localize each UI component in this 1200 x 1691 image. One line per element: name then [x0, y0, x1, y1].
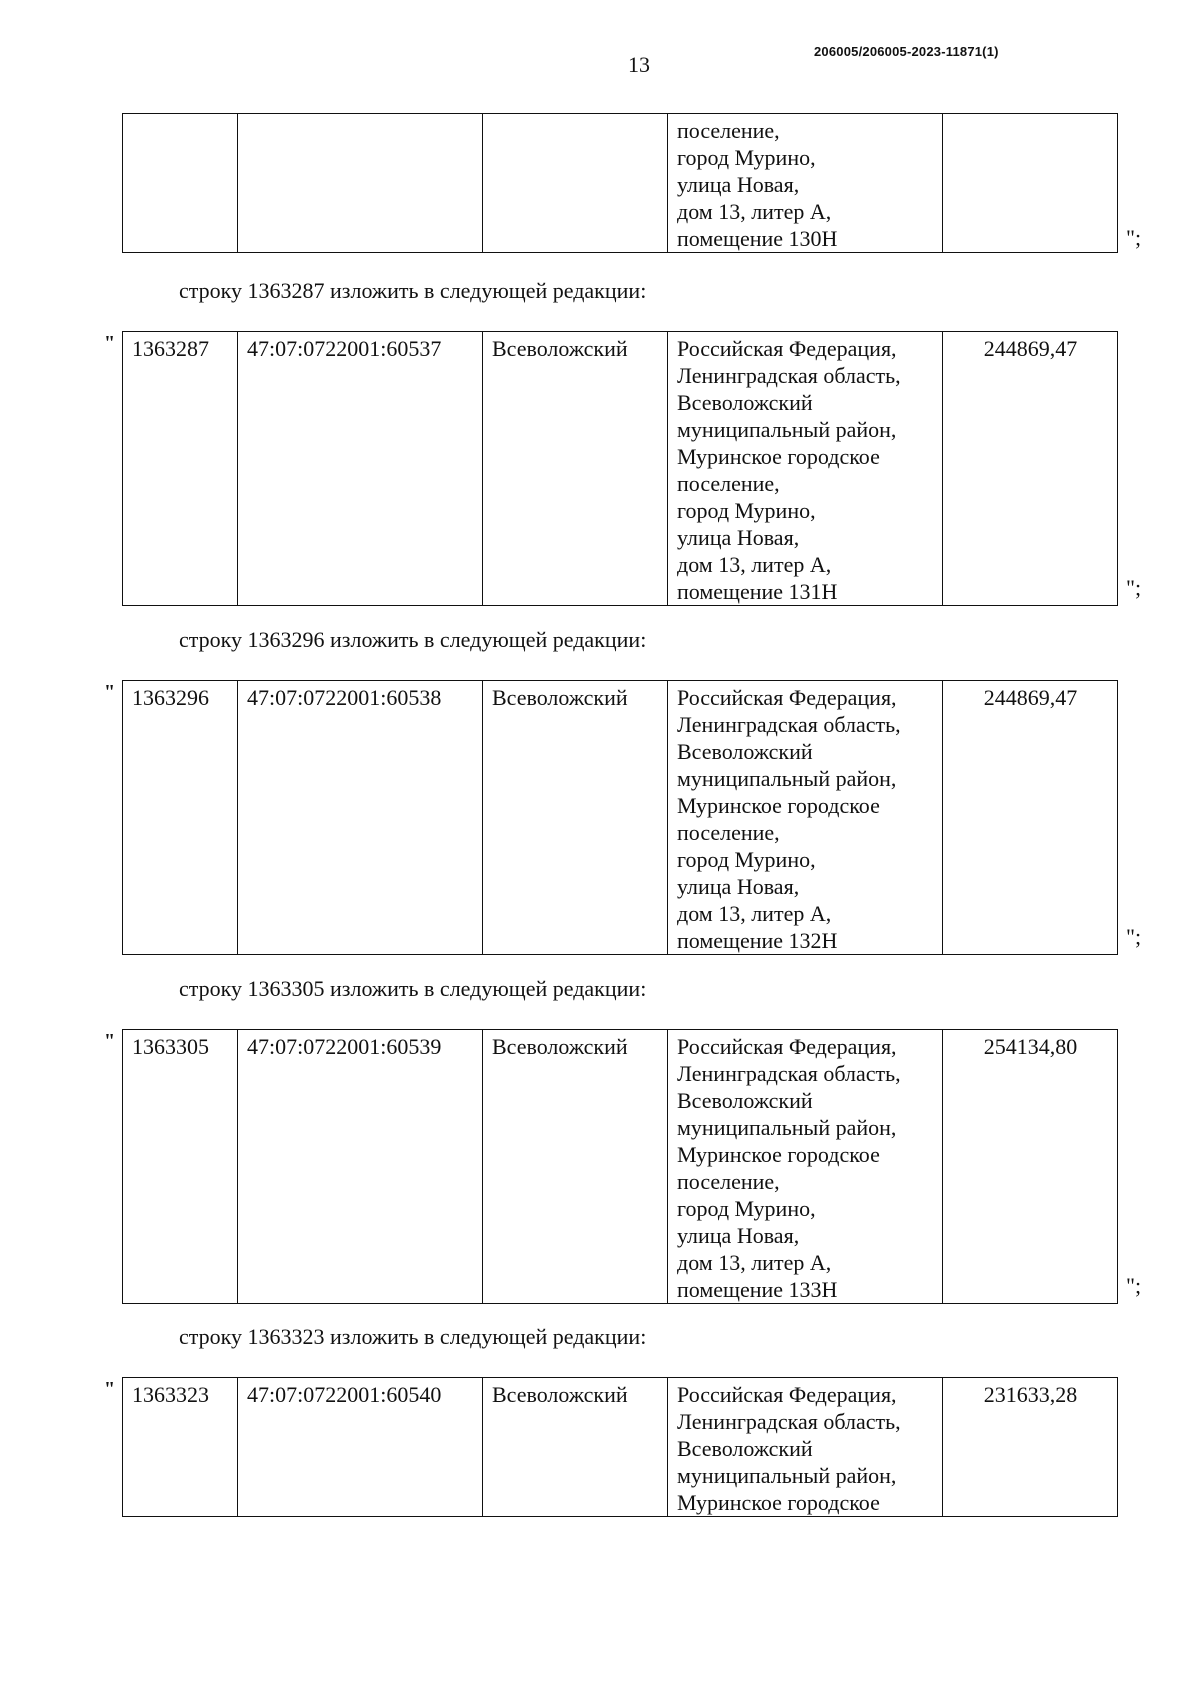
- address-line: поселение,: [677, 471, 780, 496]
- opening-quote: ": [104, 332, 116, 354]
- address-cell: [668, 114, 943, 253]
- address-line: дом 13, литер А,: [677, 552, 832, 577]
- address-line: помещение 130Н: [677, 226, 838, 251]
- address-line: город Мурино,: [677, 1196, 816, 1221]
- value-cell: [943, 114, 1118, 253]
- address-line: улица Новая,: [677, 1223, 800, 1248]
- opening-quote: ": [104, 1378, 116, 1400]
- table-row: [123, 332, 1118, 606]
- address-line: город Мурино,: [677, 498, 816, 523]
- table-row: [123, 681, 1118, 955]
- address-line: Ленинградская область,: [677, 712, 901, 737]
- cadastral-cell: 47:07:0722001:60537: [238, 332, 483, 606]
- closing-quote: ";: [1126, 575, 1142, 600]
- cadastral-cell: 47:07:0722001:60538: [238, 681, 483, 955]
- address-line: дом 13, литер А,: [677, 199, 832, 224]
- address-cell: [668, 681, 943, 955]
- cadastral-cell: [238, 114, 483, 253]
- address-line: Всеволожский: [677, 739, 813, 764]
- address-cell: [668, 1030, 943, 1304]
- address-line: поселение,: [677, 1169, 780, 1194]
- number-cell: [123, 114, 238, 253]
- address-line: Всеволожский: [677, 1436, 813, 1461]
- closing-quote: ";: [1126, 1273, 1142, 1298]
- address-line: город Мурино,: [677, 145, 816, 170]
- address-line: муниципальный район,: [677, 766, 897, 791]
- registry-table: [122, 331, 1118, 606]
- document-id: 206005/206005-2023-11871(1): [814, 44, 999, 59]
- table-row: [123, 1378, 1118, 1517]
- address-line: муниципальный район,: [677, 1463, 897, 1488]
- address-line: Ленинградская область,: [677, 1409, 901, 1434]
- number-cell: 1363296: [123, 681, 238, 955]
- value-cell: 244869,47: [943, 332, 1118, 606]
- closing-quote: ";: [1126, 924, 1142, 949]
- address-line: муниципальный район,: [677, 417, 897, 442]
- address-line: Ленинградская область,: [677, 363, 901, 388]
- address-line: Российская Федерация,: [677, 1034, 897, 1059]
- address-line: Муринское городское: [677, 1142, 880, 1167]
- table-row: [123, 1030, 1118, 1304]
- address-line: поселение,: [677, 118, 780, 143]
- address-line: дом 13, литер А,: [677, 1250, 832, 1275]
- address-line: Муринское городское: [677, 1490, 880, 1515]
- address-line: Муринское городское: [677, 444, 880, 469]
- closing-quote: ";: [1126, 225, 1142, 250]
- address-line: Российская Федерация,: [677, 336, 897, 361]
- cadastral-cell: 47:07:0722001:60540: [238, 1378, 483, 1517]
- address-line: помещение 131Н: [677, 579, 838, 604]
- address-line: Всеволожский: [677, 390, 813, 415]
- district-cell: Всеволожский: [483, 681, 668, 955]
- value-cell: 254134,80: [943, 1030, 1118, 1304]
- registry-table-fragment: [122, 113, 1118, 253]
- address-line: муниципальный район,: [677, 1115, 897, 1140]
- page-number: 13: [628, 52, 650, 77]
- address-line: Российская Федерация,: [677, 685, 897, 710]
- registry-table: [122, 1377, 1118, 1517]
- number-cell: 1363287: [123, 332, 238, 606]
- edit-instruction: строку 1363305 изложить в следующей редакции:: [179, 976, 647, 1001]
- edit-instruction: строку 1363296 изложить в следующей редакции:: [179, 627, 647, 652]
- address-line: Российская Федерация,: [677, 1382, 897, 1407]
- address-line: помещение 132Н: [677, 928, 838, 953]
- address-line: Муринское городское: [677, 793, 880, 818]
- address-line: улица Новая,: [677, 874, 800, 899]
- district-cell: Всеволожский: [483, 332, 668, 606]
- table-row: [123, 114, 1118, 253]
- address-cell: [668, 1378, 943, 1517]
- address-line: улица Новая,: [677, 525, 800, 550]
- registry-table: [122, 680, 1118, 955]
- value-cell: 244869,47: [943, 681, 1118, 955]
- address-line: поселение,: [677, 820, 780, 845]
- cadastral-cell: 47:07:0722001:60539: [238, 1030, 483, 1304]
- value-cell: 231633,28: [943, 1378, 1118, 1517]
- address-cell: [668, 332, 943, 606]
- address-line: улица Новая,: [677, 172, 800, 197]
- address-line: помещение 133Н: [677, 1277, 838, 1302]
- opening-quote: ": [104, 681, 116, 703]
- address-line: Всеволожский: [677, 1088, 813, 1113]
- address-line: дом 13, литер А,: [677, 901, 832, 926]
- registry-table: [122, 1029, 1118, 1304]
- address-line: Ленинградская область,: [677, 1061, 901, 1086]
- address-line: город Мурино,: [677, 847, 816, 872]
- number-cell: 1363323: [123, 1378, 238, 1517]
- district-cell: [483, 114, 668, 253]
- edit-instruction: строку 1363287 изложить в следующей редакции:: [179, 278, 647, 303]
- edit-instruction: строку 1363323 изложить в следующей редакции:: [179, 1324, 647, 1349]
- number-cell: 1363305: [123, 1030, 238, 1304]
- district-cell: Всеволожский: [483, 1030, 668, 1304]
- district-cell: Всеволожский: [483, 1378, 668, 1517]
- opening-quote: ": [104, 1030, 116, 1052]
